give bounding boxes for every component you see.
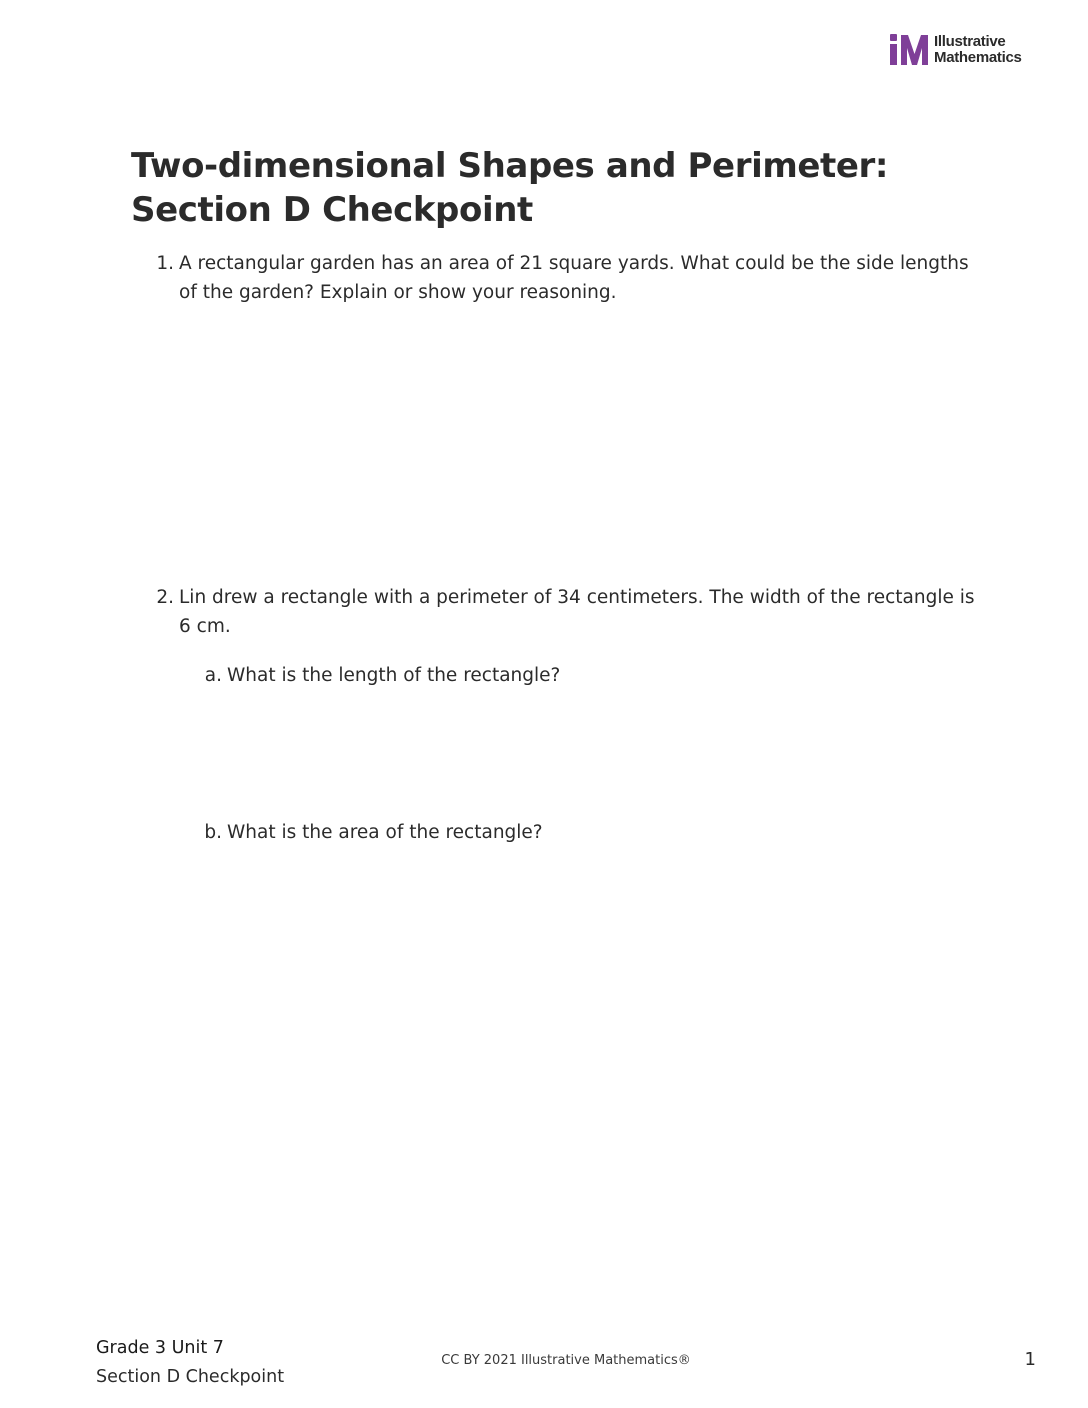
footer-section: Section D Checkpoint bbox=[96, 1367, 285, 1387]
page-title: Two-dimensional Shapes and Perimeter: Section D Checkpoint bbox=[131, 146, 889, 230]
question-2-number: 2. bbox=[156, 587, 174, 608]
question-2a-text: What is the length of the rectangle? bbox=[227, 665, 561, 686]
question-2b-label: b. bbox=[204, 822, 222, 843]
question-2b-text: What is the area of the rectangle? bbox=[227, 822, 543, 843]
logo-wordmark bbox=[934, 34, 1022, 66]
im-logo-icon bbox=[888, 32, 930, 68]
logo-line-2: Mathematics bbox=[934, 49, 1022, 66]
illustrative-mathematics-logo bbox=[888, 30, 1048, 70]
footer-grade-unit: Grade 3 Unit 7 bbox=[96, 1338, 224, 1358]
question-1-text: A rectangular garden has an area of 21 square yards. What could be the side lengths of the garden? Explain or show your reasoning. bbox=[179, 253, 969, 303]
footer-course-info bbox=[96, 1334, 284, 1392]
question-2a-label: a. bbox=[204, 665, 222, 686]
question-2-text: Lin drew a rectangle with a perimeter of 34 centimeters. The width of the rectangle is 6 cm. bbox=[179, 587, 975, 637]
footer-license: CC BY 2021 Illustrative Mathematics® bbox=[441, 1353, 691, 1368]
page-number: 1 bbox=[1024, 1349, 1036, 1370]
question-1-number: 1. bbox=[156, 253, 174, 274]
logo-line-1: Illustrative bbox=[934, 33, 1006, 50]
